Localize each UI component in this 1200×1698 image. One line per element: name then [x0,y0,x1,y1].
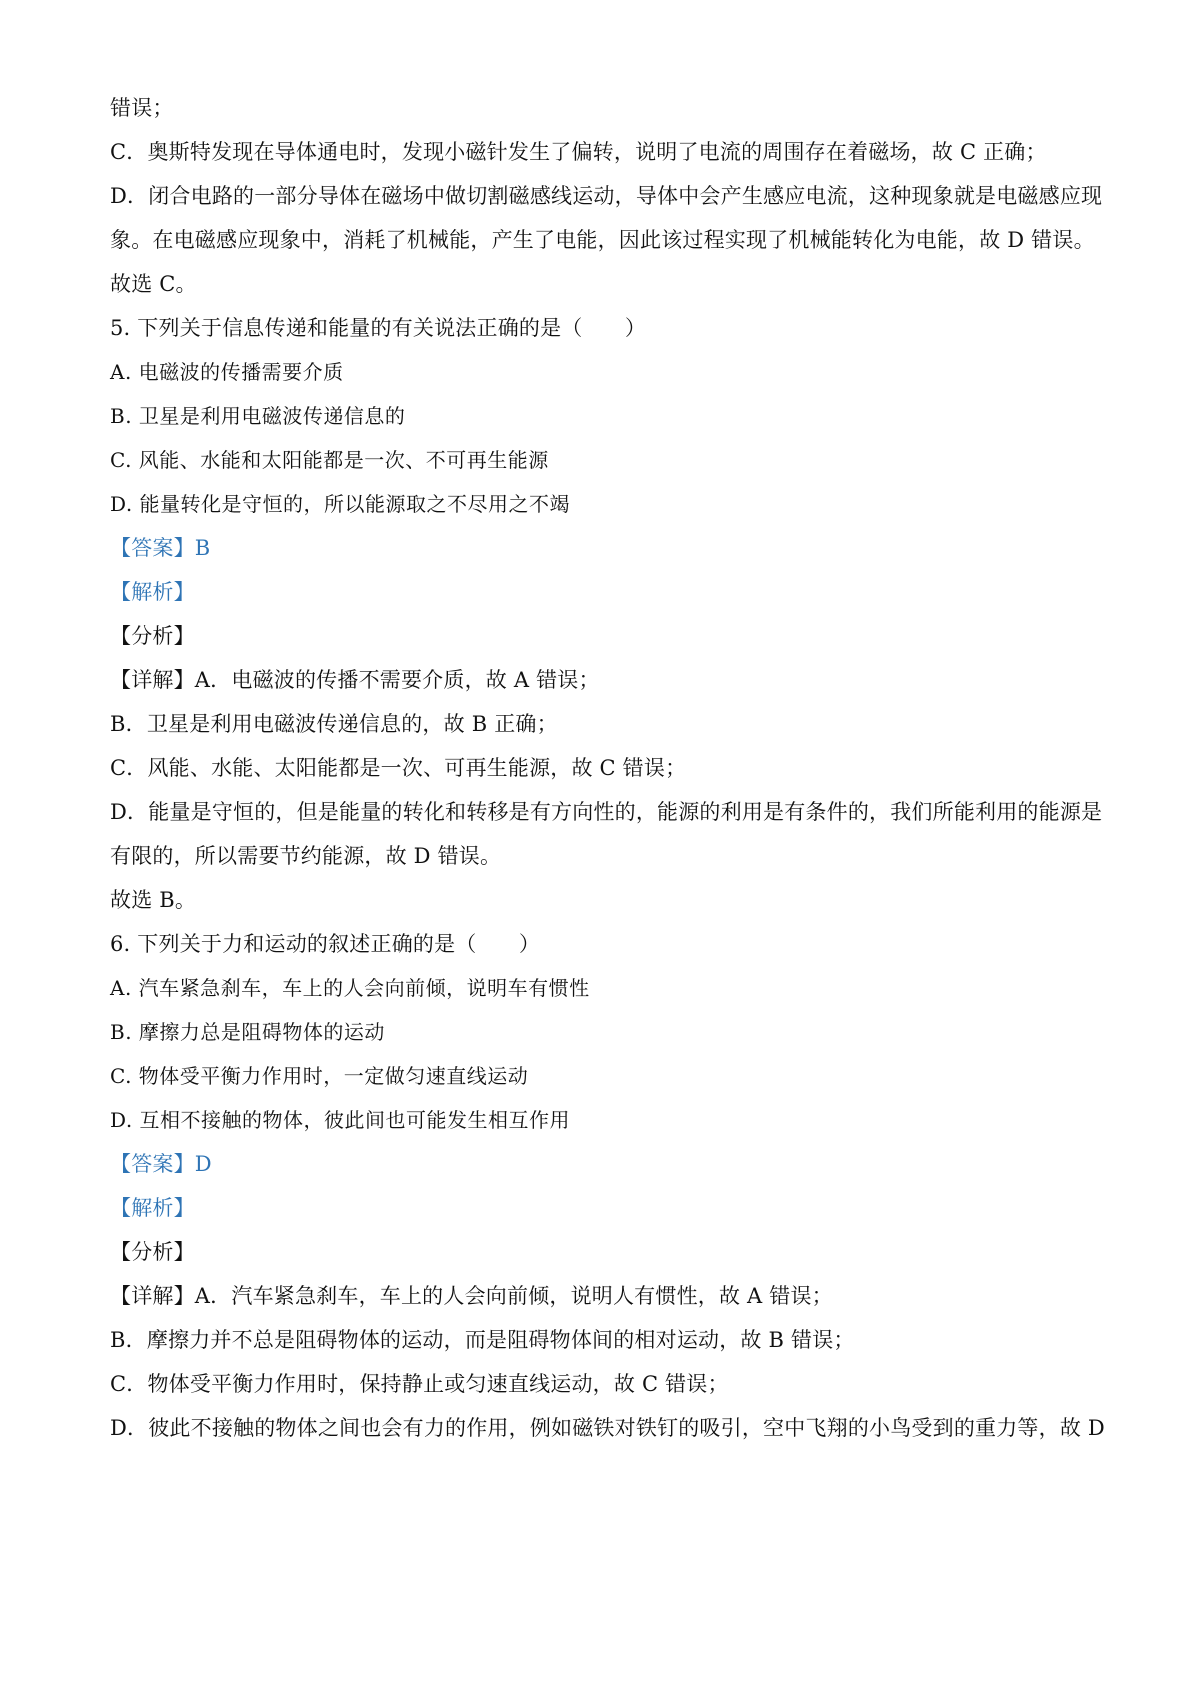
text-line: 有限的，所以需要节约能源，故 D 错误。 [110,844,502,868]
text-line: 错误； [110,96,174,120]
text-line: C．风能、水能、太阳能都是一次、可再生能源，故 C 错误； [110,756,687,780]
question-5-option-d: D. 能量转化是守恒的，所以能源取之不尽用之不竭 [110,492,571,516]
question-5-option-b: B. 卫星是利用电磁波传递信息的 [110,404,406,428]
question-6-option-d: D. 互相不接触的物体，彼此间也可能发生相互作用 [110,1108,571,1132]
question-5-stem: 5. 下列关于信息传递和能量的有关说法正确的是（ ） [110,316,647,340]
text-line: D．彼此不接触的物体之间也会有力的作用，例如磁铁对铁钉的吸引，空中飞翔的小鸟受到的重力等，故 D [110,1416,1105,1440]
fenxi-label: 【分析】 [110,624,195,648]
question-6-option-b: B. 摩擦力总是阻碍物体的运动 [110,1020,385,1044]
text-line: C．物体受平衡力作用时，保持静止或匀速直线运动，故 C 错误； [110,1372,729,1396]
answer-label: 【答案】D [110,1152,212,1176]
analysis-label: 【解析】 [110,580,195,604]
fenxi-label: 【分析】 [110,1240,195,1264]
text-line: D．闭合电路的一部分导体在磁场中做切割磁感线运动，导体中会产生感应电流，这种现象就是电磁感应现 [110,184,1103,208]
text-line: D．能量是守恒的，但是能量的转化和转移是有方向性的，能源的利用是有条件的，我们所能利用的能源是 [110,800,1103,824]
text-line: 【详解】A．电磁波的传播不需要介质，故 A 错误； [110,668,600,692]
text-line: 象。在电磁感应现象中，消耗了机械能，产生了电能，因此该过程实现了机械能转化为电能，故 D 错误。 [110,228,1095,252]
text-line: B．卫星是利用电磁波传递信息的，故 B 正确； [110,712,558,736]
question-5-option-a: A. 电磁波的传播需要介质 [110,360,344,384]
question-6-option-c: C. 物体受平衡力作用时，一定做匀速直线运动 [110,1064,529,1088]
question-6-option-a: A. 汽车紧急刹车，车上的人会向前倾，说明车有惯性 [110,976,590,1000]
text-line: 【详解】A．汽车紧急刹车，车上的人会向前倾，说明人有惯性，故 A 错误； [110,1284,833,1308]
analysis-label: 【解析】 [110,1196,195,1220]
text-line: 故选 C。 [110,272,197,296]
text-line: C．奥斯特发现在导体通电时，发现小磁针发生了偏转，说明了电流的周围存在着磁场，故 C 正确； [110,140,1047,164]
question-6-stem: 6. 下列关于力和运动的叙述正确的是（ ） [110,932,541,956]
answer-label: 【答案】B [110,536,211,560]
text-line: 故选 B。 [110,888,197,912]
question-5-option-c: C. 风能、水能和太阳能都是一次、不可再生能源 [110,448,549,472]
text-line: B．摩擦力并不总是阻碍物体的运动，而是阻碍物体间的相对运动，故 B 错误； [110,1328,855,1352]
